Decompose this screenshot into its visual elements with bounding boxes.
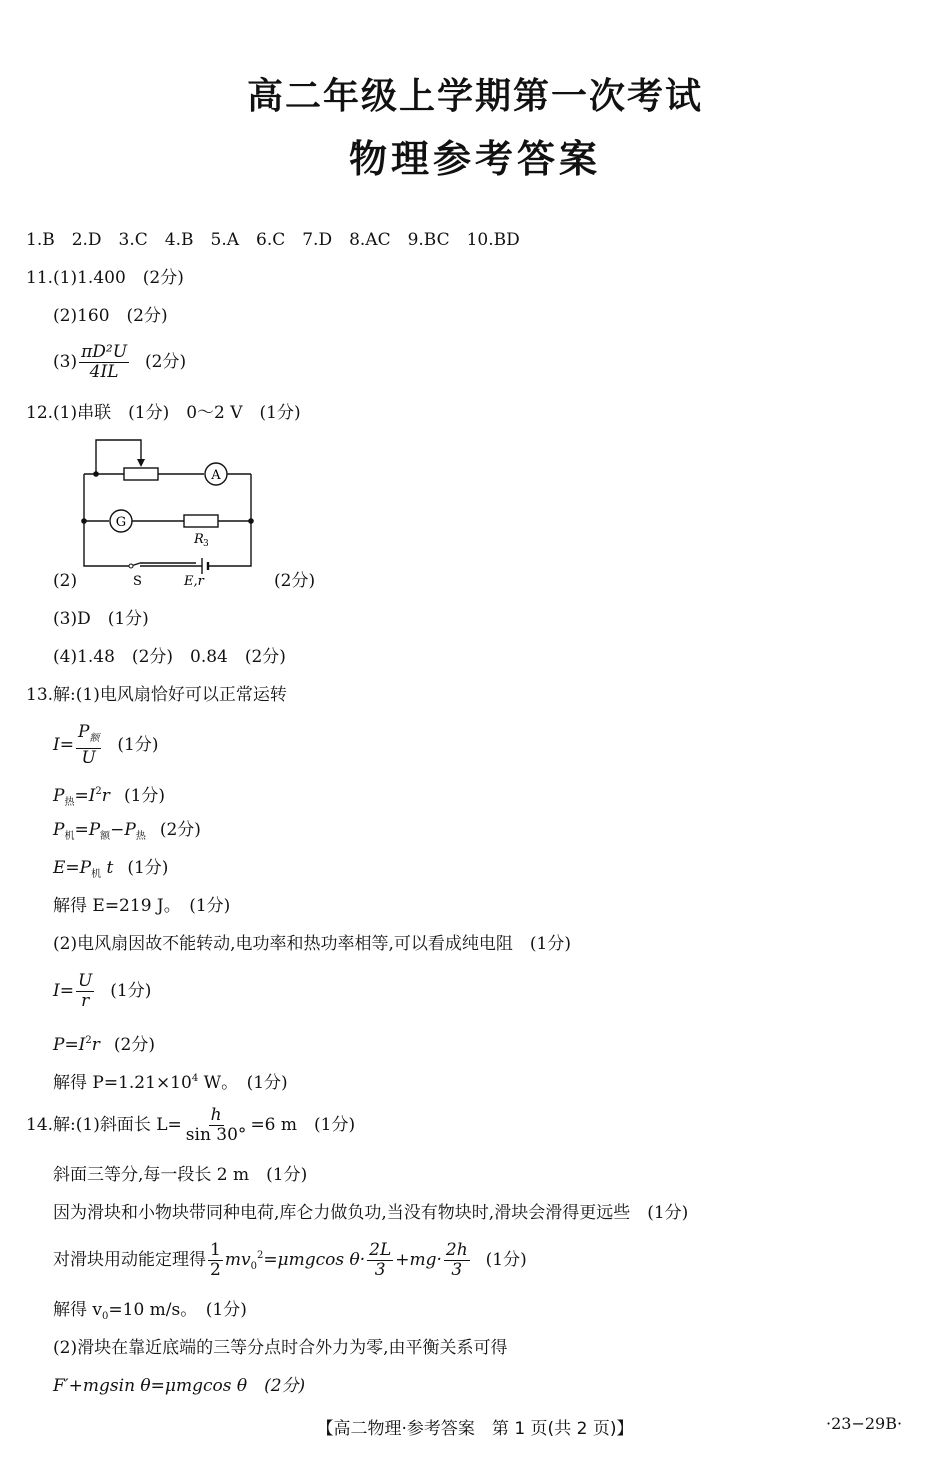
formula-fraction: $\frac{\text{πD²U}}{4IL}$	[81, 342, 128, 382]
resistor-label: R	[194, 532, 204, 547]
q13-result1: 解得 E=219 J。 (1分)	[53, 896, 231, 916]
q13-eq1: I= $\frac{P_额}{U}$ (1分)	[53, 722, 159, 768]
mc-answers: 1.B 2.D 3.C 4.B 5.A 6.C 7.D 8.AC 9.BC 10.BD	[26, 230, 520, 250]
battery-label: E,r	[184, 574, 204, 589]
rheostat	[124, 468, 158, 480]
galvanometer-label: G	[115, 515, 127, 530]
q14-eq-last: F′+mgsin θ=μmgcos θ (2分)	[53, 1376, 306, 1396]
q14-part2: (2)滑块在靠近底端的三等分点时合外力为零,由平衡关系可得	[53, 1338, 508, 1358]
junction-node	[93, 471, 99, 477]
q12-part2-score: (2分)	[274, 571, 316, 591]
q11-part1: 11.(1)1.400 (2分)	[26, 268, 184, 288]
paper-code: ·23−29B·	[826, 1414, 903, 1433]
junction-node	[248, 518, 254, 524]
rheostat-slider	[96, 440, 141, 474]
q14-line3: 因为滑块和小物块带同种电荷,库仑力做负功,当没有物块时,滑块会滑得更远些 (1分)	[53, 1203, 689, 1223]
formula-fraction: $\frac{2L}{3}$	[369, 1240, 392, 1280]
formula-fraction: $\frac{h}{\sin 30^\circ}$	[185, 1105, 247, 1145]
q14-line4: 对滑块用动能定理得 $\frac{1}{2}$ $mv_0^2=\mu mgcos$ θ· $\frac{2L}{3}$ +mg· $\frac{2h}{3}$ (1分)	[53, 1240, 527, 1280]
q13-eq5: I= $\frac{U}{r}$ (1分)	[53, 971, 152, 1011]
q12-part1: 12.(1)串联 (1分) 0～2 V (1分)	[26, 403, 301, 423]
formula-fraction: $\frac{2h}{3}$	[445, 1240, 468, 1280]
q12-part4: (4)1.48 (2分) 0.84 (2分)	[53, 647, 286, 667]
page-subtitle: 物理参考答案	[348, 137, 601, 181]
q13-part2: (2)电风扇因故不能转动,电功率和热功率相等,可以看成纯电阻 (1分)	[53, 934, 571, 954]
circuit-diagram	[76, 434, 266, 594]
formula-fraction: $\frac{U}{r}$	[77, 971, 93, 1011]
resistor-r3	[184, 515, 218, 527]
q13-eq4: $E=P_机$ t (1分)	[53, 858, 169, 880]
switch-contact	[129, 564, 133, 568]
q13-eq2: $P_热=I^2r$ (1分)	[53, 786, 166, 808]
q11-part2: (2)160 (2分)	[53, 306, 168, 326]
page-title: 高二年级上学期第一次考试	[246, 76, 703, 117]
q14-intro: 14.解:(1)斜面长 L= $\frac{h}{\sin 30^\circ}$ =6 m (1分)	[26, 1105, 356, 1145]
q11-part3: (3) $\frac{\text{πD²U}}{4IL}$ (2分)	[53, 342, 187, 382]
junction-node	[81, 518, 87, 524]
page-footer: 【高二物理·参考答案 第 1 页(共 2 页)】	[316, 1419, 634, 1439]
q13-result2: 解得 $P=1.21\times 10^4$ W。 (1分)	[53, 1073, 288, 1093]
q12-part3: (3)D (1分)	[53, 609, 149, 629]
q13-intro: 13.解:(1)电风扇恰好可以正常运转	[26, 685, 287, 705]
formula-fraction: $\frac{P_额}{U}$	[77, 722, 100, 768]
q14-result1: 解得 $v_0=10$ m/s。 (1分)	[53, 1300, 247, 1322]
q13-eq3: $P_机=P_额-P_热$ (2分)	[53, 820, 201, 842]
q12-part2-label: (2)	[53, 571, 78, 591]
switch-label: S	[133, 574, 142, 589]
slider-arrow	[137, 459, 145, 467]
q13-eq6: $P=I^2r$ (2分)	[53, 1035, 156, 1055]
q14-line2: 斜面三等分,每一段长 2 m (1分)	[53, 1165, 308, 1185]
formula-fraction: $\frac{1}{2}$	[210, 1240, 221, 1280]
ammeter-label: A	[211, 468, 221, 483]
resistor-subscript: 3	[203, 539, 209, 549]
